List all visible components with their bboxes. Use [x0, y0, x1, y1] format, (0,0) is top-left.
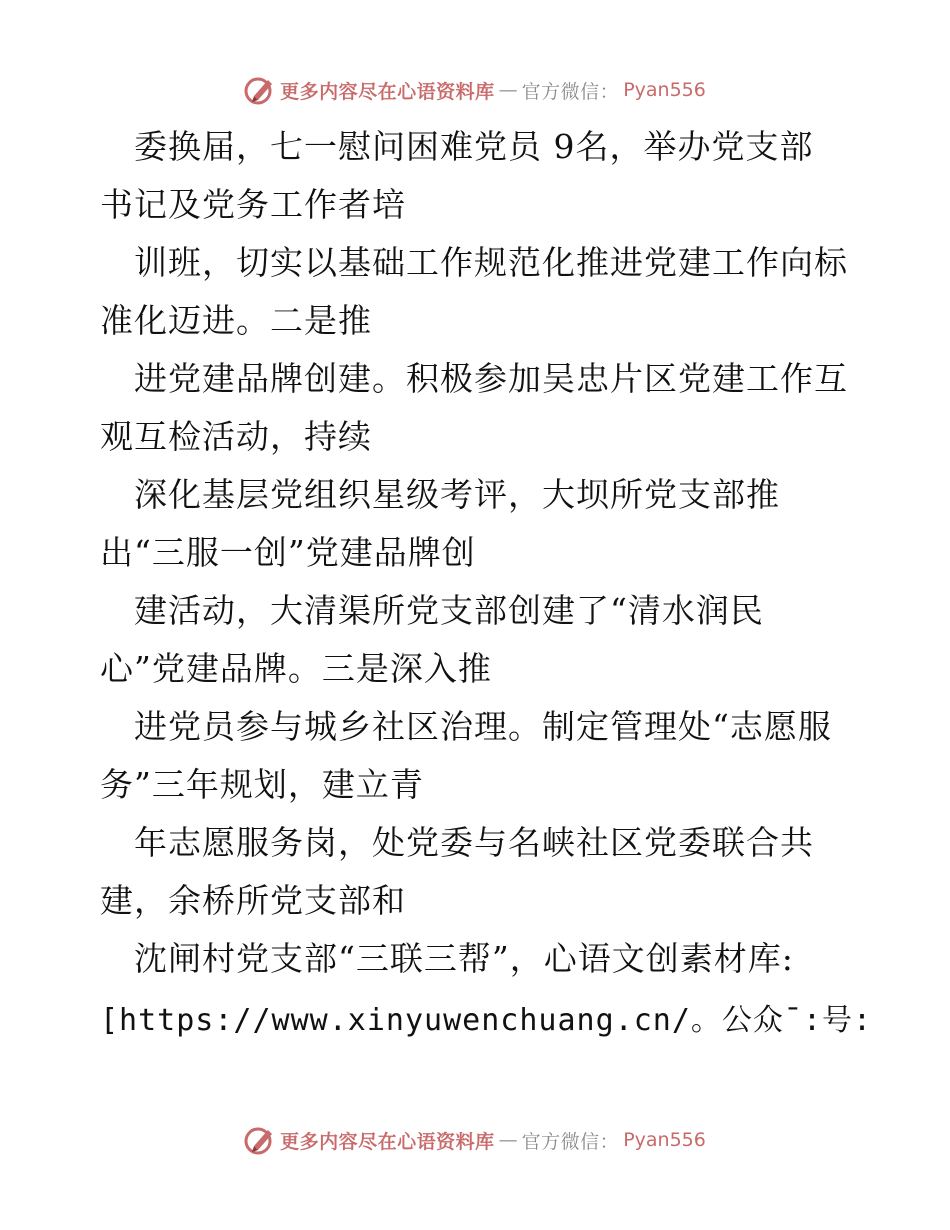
body-line: 出“三服一创”党建品牌创	[100, 533, 476, 572]
body-line: 准化迈进。二是推	[100, 301, 372, 340]
header-banner	[0, 72, 950, 108]
body-line: 观互检活动，持续	[100, 417, 372, 456]
body-line: 进党员参与城乡社区治理。制定管理处“志愿服	[134, 707, 832, 746]
banner-title: 更多内容尽在心语资料库	[280, 80, 495, 103]
body-line: 委换届，七一慰问困难党员 9名，举办党支部	[134, 127, 814, 166]
body-line: 训班，切实以基础工作规范化推进党建工作向标	[134, 243, 848, 282]
body-line-url: [https://www.xinyuwenchuang.cn/。公众¯:号:	[100, 1003, 873, 1038]
body-line: 建，余桥所党支部和	[100, 881, 406, 920]
body-line: 深化基层党组织星级考评，大坝所党支部推	[134, 475, 780, 514]
banner-content	[244, 1124, 706, 1156]
body-line: 建活动，大清渠所党支部创建了“清水润民	[134, 591, 764, 630]
banner-separator: —	[498, 1129, 518, 1151]
pen-logo-icon	[244, 1124, 276, 1156]
body-line: 务”三年规划，建立青	[100, 765, 424, 804]
body-line: 年志愿服务岗，处党委与名峡社区党委联合共	[134, 823, 814, 862]
banner-contact-label: 官方微信：	[521, 80, 620, 103]
pen-logo-icon	[244, 74, 276, 106]
banner-content	[244, 74, 706, 106]
banner-separator: —	[498, 79, 518, 101]
banner-contact-label: 官方微信：	[521, 1130, 620, 1153]
body-line: 书记及党务工作者培	[100, 185, 406, 224]
banner-contact-id: Pyan556	[623, 79, 706, 101]
banner-title: 更多内容尽在心语资料库	[280, 1130, 495, 1153]
body-line: 心”党建品牌。三是深入推	[100, 649, 492, 688]
banner-contact-id: Pyan556	[623, 1129, 706, 1151]
body-line: 沈闸村党支部“三联三帮”，心语文创素材库:	[134, 939, 794, 978]
body-line: 进党建品牌创建。积极参加吴忠片区党建工作互	[134, 359, 848, 398]
footer-banner	[0, 1122, 950, 1158]
